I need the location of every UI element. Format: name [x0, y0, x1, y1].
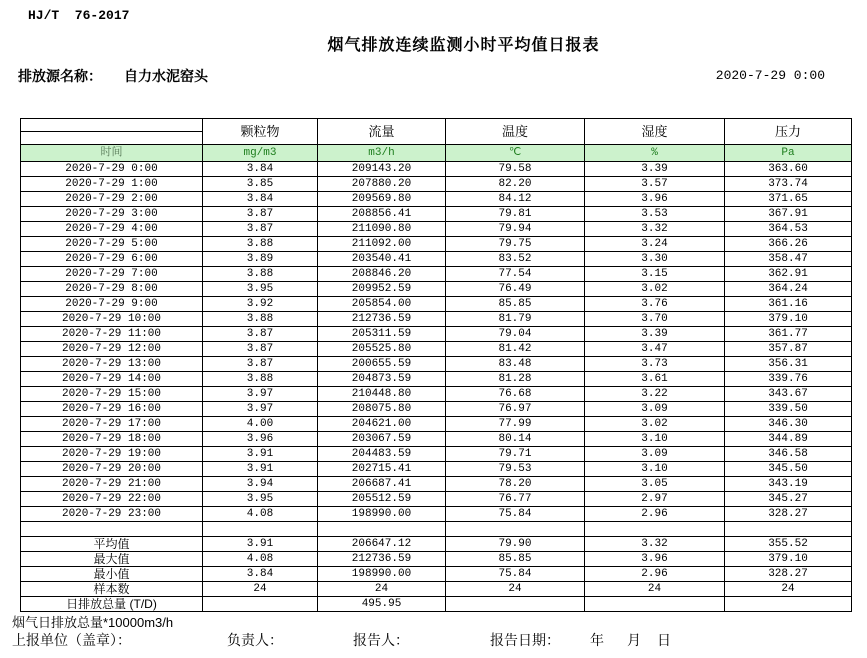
responsible-label: 负责人：	[227, 632, 283, 648]
value-cell: 373.74	[725, 177, 852, 192]
value-cell: 366.26	[725, 237, 852, 252]
table-row	[21, 297, 852, 312]
summary-row	[21, 597, 852, 612]
summary-label: 日排放总量 (T/D)	[21, 597, 203, 612]
blank-cell	[725, 522, 852, 537]
value-cell: 208846.20	[318, 267, 446, 282]
value-cell: 364.24	[725, 282, 852, 297]
summary-row	[21, 537, 852, 552]
blank-cell	[203, 522, 318, 537]
time-cell: 2020-7-29 5:00	[21, 237, 203, 252]
blank-cell	[318, 522, 446, 537]
value-cell: 2.97	[585, 492, 725, 507]
value-cell: 339.76	[725, 372, 852, 387]
time-cell: 2020-7-29 9:00	[21, 297, 203, 312]
value-cell: 339.50	[725, 402, 852, 417]
value-cell: 211090.80	[318, 222, 446, 237]
table-row	[21, 372, 852, 387]
value-cell: 3.10	[585, 462, 725, 477]
summary-value-cell: 495.95	[318, 597, 446, 612]
time-cell: 2020-7-29 13:00	[21, 357, 203, 372]
value-cell: 3.05	[585, 477, 725, 492]
summary-value-cell: 2.96	[585, 567, 725, 582]
summary-value-cell: 79.90	[446, 537, 585, 552]
value-cell: 209952.59	[318, 282, 446, 297]
value-cell: 3.53	[585, 207, 725, 222]
value-cell: 343.19	[725, 477, 852, 492]
value-cell: 204873.59	[318, 372, 446, 387]
table-row	[21, 192, 852, 207]
value-cell: 346.30	[725, 417, 852, 432]
time-header-blank-top	[21, 119, 203, 132]
time-cell: 2020-7-29 2:00	[21, 192, 203, 207]
table-row	[21, 312, 852, 327]
value-cell: 3.94	[203, 477, 318, 492]
value-cell: 3.88	[203, 267, 318, 282]
value-cell: 3.39	[585, 162, 725, 177]
value-cell: 3.85	[203, 177, 318, 192]
table-row	[21, 342, 852, 357]
summary-value-cell: 4.08	[203, 552, 318, 567]
summary-value-cell	[725, 597, 852, 612]
value-cell: 357.87	[725, 342, 852, 357]
value-cell: 3.92	[203, 297, 318, 312]
column-header: 湿度	[585, 119, 725, 145]
value-cell: 79.75	[446, 237, 585, 252]
summary-value-cell: 198990.00	[318, 567, 446, 582]
value-cell: 79.94	[446, 222, 585, 237]
value-cell: 209569.80	[318, 192, 446, 207]
value-cell: 3.09	[585, 402, 725, 417]
column-header: 流量	[318, 119, 446, 145]
unit-cell: %	[585, 145, 725, 162]
value-cell: 3.97	[203, 402, 318, 417]
value-cell: 206687.41	[318, 477, 446, 492]
report-date-label: 报告日期：	[490, 632, 560, 648]
value-cell: 344.89	[725, 432, 852, 447]
time-column-header: 时间	[21, 145, 203, 162]
summary-value-cell: 3.32	[585, 537, 725, 552]
summary-value-cell: 3.84	[203, 567, 318, 582]
source-name: 自力水泥窑头	[124, 68, 208, 84]
value-cell: 361.77	[725, 327, 852, 342]
value-cell: 82.20	[446, 177, 585, 192]
time-cell: 2020-7-29 8:00	[21, 282, 203, 297]
report-datetime: 2020-7-29 0:00	[715, 68, 825, 83]
value-cell: 3.87	[203, 222, 318, 237]
value-cell: 3.96	[203, 432, 318, 447]
table-row	[21, 402, 852, 417]
summary-value-cell: 24	[318, 582, 446, 597]
value-cell: 208856.41	[318, 207, 446, 222]
value-cell: 3.95	[203, 492, 318, 507]
signature-row	[0, 630, 867, 650]
value-cell: 205311.59	[318, 327, 446, 342]
table-row	[21, 327, 852, 342]
value-cell: 3.95	[203, 282, 318, 297]
summary-value-cell: 355.52	[725, 537, 852, 552]
value-cell: 363.60	[725, 162, 852, 177]
time-cell: 2020-7-29 4:00	[21, 222, 203, 237]
value-cell: 346.58	[725, 447, 852, 462]
time-cell: 2020-7-29 22:00	[21, 492, 203, 507]
table-row	[21, 492, 852, 507]
time-cell: 2020-7-29 20:00	[21, 462, 203, 477]
time-cell: 2020-7-29 16:00	[21, 402, 203, 417]
blank-cell	[21, 522, 203, 537]
value-cell: 3.02	[585, 417, 725, 432]
table-row	[21, 417, 852, 432]
value-cell: 361.16	[725, 297, 852, 312]
value-cell: 207880.20	[318, 177, 446, 192]
value-cell: 3.84	[203, 192, 318, 207]
column-header: 压力	[725, 119, 852, 145]
value-cell: 75.84	[446, 507, 585, 522]
value-cell: 3.87	[203, 342, 318, 357]
time-cell: 2020-7-29 0:00	[21, 162, 203, 177]
time-cell: 2020-7-29 19:00	[21, 447, 203, 462]
summary-value-cell: 379.10	[725, 552, 852, 567]
value-cell: 76.77	[446, 492, 585, 507]
table-row	[21, 477, 852, 492]
time-cell: 2020-7-29 7:00	[21, 267, 203, 282]
summary-row	[21, 552, 852, 567]
value-cell: 200655.59	[318, 357, 446, 372]
value-cell: 3.47	[585, 342, 725, 357]
value-cell: 3.09	[585, 447, 725, 462]
value-cell: 3.88	[203, 237, 318, 252]
table-row	[21, 162, 852, 177]
value-cell: 3.76	[585, 297, 725, 312]
time-cell: 2020-7-29 15:00	[21, 387, 203, 402]
value-cell: 3.02	[585, 282, 725, 297]
table-row	[21, 462, 852, 477]
value-cell: 81.28	[446, 372, 585, 387]
time-cell: 2020-7-29 11:00	[21, 327, 203, 342]
month-label: 月	[627, 632, 641, 648]
summary-label: 平均值	[21, 537, 203, 552]
summary-value-cell: 3.96	[585, 552, 725, 567]
source-row	[18, 66, 208, 86]
value-cell: 3.88	[203, 372, 318, 387]
value-cell: 3.97	[203, 387, 318, 402]
value-cell: 3.88	[203, 312, 318, 327]
value-cell: 3.32	[585, 222, 725, 237]
summary-value-cell: 3.91	[203, 537, 318, 552]
separator-row	[21, 522, 852, 537]
year-label: 年	[590, 632, 604, 648]
value-cell: 79.04	[446, 327, 585, 342]
value-cell: 77.99	[446, 417, 585, 432]
time-cell: 2020-7-29 10:00	[21, 312, 203, 327]
value-cell: 205525.80	[318, 342, 446, 357]
value-cell: 204483.59	[318, 447, 446, 462]
daily-total-note: 烟气日排放总量*10000m3/h	[12, 615, 174, 630]
blank-cell	[446, 522, 585, 537]
table-row	[21, 252, 852, 267]
value-cell: 212736.59	[318, 312, 446, 327]
table-row	[21, 222, 852, 237]
table-row	[21, 282, 852, 297]
value-cell: 345.27	[725, 492, 852, 507]
unit-cell: ℃	[446, 145, 585, 162]
value-cell: 77.54	[446, 267, 585, 282]
value-cell: 203067.59	[318, 432, 446, 447]
value-cell: 3.87	[203, 207, 318, 222]
value-cell: 4.08	[203, 507, 318, 522]
value-cell: 79.71	[446, 447, 585, 462]
summary-value-cell: 206647.12	[318, 537, 446, 552]
value-cell: 204621.00	[318, 417, 446, 432]
value-cell: 79.53	[446, 462, 585, 477]
value-cell: 83.52	[446, 252, 585, 267]
time-cell: 2020-7-29 21:00	[21, 477, 203, 492]
table-row	[21, 507, 852, 522]
value-cell: 3.70	[585, 312, 725, 327]
value-cell: 3.96	[585, 192, 725, 207]
summary-row	[21, 582, 852, 597]
header-row	[21, 119, 852, 132]
report-table	[20, 118, 852, 612]
table-row	[21, 177, 852, 192]
value-cell: 211092.00	[318, 237, 446, 252]
value-cell: 210448.80	[318, 387, 446, 402]
summary-label: 最大值	[21, 552, 203, 567]
standard-code: HJ/T 76-2017	[28, 8, 130, 23]
summary-label: 样本数	[21, 582, 203, 597]
day-label: 日	[657, 632, 671, 648]
unit-cell: m3/h	[318, 145, 446, 162]
value-cell: 208075.80	[318, 402, 446, 417]
value-cell: 205854.00	[318, 297, 446, 312]
value-cell: 79.81	[446, 207, 585, 222]
summary-value-cell: 212736.59	[318, 552, 446, 567]
value-cell: 3.61	[585, 372, 725, 387]
time-cell: 2020-7-29 17:00	[21, 417, 203, 432]
value-cell: 202715.41	[318, 462, 446, 477]
summary-value-cell: 328.27	[725, 567, 852, 582]
time-cell: 2020-7-29 12:00	[21, 342, 203, 357]
summary-row	[21, 567, 852, 582]
time-cell: 2020-7-29 1:00	[21, 177, 203, 192]
value-cell: 198990.00	[318, 507, 446, 522]
report-unit-label: 上报单位（盖章）：	[12, 632, 131, 648]
value-cell: 379.10	[725, 312, 852, 327]
value-cell: 3.89	[203, 252, 318, 267]
value-cell: 3.39	[585, 327, 725, 342]
value-cell: 80.14	[446, 432, 585, 447]
time-cell: 2020-7-29 18:00	[21, 432, 203, 447]
value-cell: 85.85	[446, 297, 585, 312]
time-cell: 2020-7-29 3:00	[21, 207, 203, 222]
value-cell: 3.24	[585, 237, 725, 252]
summary-value-cell	[585, 597, 725, 612]
value-cell: 3.87	[203, 327, 318, 342]
table-row	[21, 267, 852, 282]
table-row	[21, 432, 852, 447]
time-cell: 2020-7-29 23:00	[21, 507, 203, 522]
value-cell: 343.67	[725, 387, 852, 402]
value-cell: 81.42	[446, 342, 585, 357]
summary-value-cell: 24	[725, 582, 852, 597]
value-cell: 84.12	[446, 192, 585, 207]
value-cell: 371.65	[725, 192, 852, 207]
value-cell: 362.91	[725, 267, 852, 282]
value-cell: 3.22	[585, 387, 725, 402]
value-cell: 345.50	[725, 462, 852, 477]
time-cell: 2020-7-29 6:00	[21, 252, 203, 267]
value-cell: 3.87	[203, 357, 318, 372]
page-title: 烟气排放连续监测小时平均值日报表	[327, 37, 600, 54]
table-row	[21, 237, 852, 252]
value-cell: 367.91	[725, 207, 852, 222]
value-cell: 3.10	[585, 432, 725, 447]
summary-value-cell: 85.85	[446, 552, 585, 567]
value-cell: 3.30	[585, 252, 725, 267]
table-row	[21, 357, 852, 372]
summary-value-cell: 24	[585, 582, 725, 597]
summary-value-cell: 24	[203, 582, 318, 597]
summary-value-cell: 75.84	[446, 567, 585, 582]
time-cell: 2020-7-29 14:00	[21, 372, 203, 387]
summary-value-cell	[203, 597, 318, 612]
value-cell: 3.91	[203, 462, 318, 477]
value-cell: 4.00	[203, 417, 318, 432]
value-cell: 358.47	[725, 252, 852, 267]
reporter-label: 报告人：	[353, 632, 409, 648]
value-cell: 79.58	[446, 162, 585, 177]
value-cell: 3.84	[203, 162, 318, 177]
value-cell: 356.31	[725, 357, 852, 372]
value-cell: 3.73	[585, 357, 725, 372]
table-row	[21, 207, 852, 222]
value-cell: 76.68	[446, 387, 585, 402]
summary-value-cell	[446, 597, 585, 612]
value-cell: 328.27	[725, 507, 852, 522]
value-cell: 83.48	[446, 357, 585, 372]
unit-cell: mg/m3	[203, 145, 318, 162]
value-cell: 203540.41	[318, 252, 446, 267]
unit-cell: Pa	[725, 145, 852, 162]
column-header: 颗粒物	[203, 119, 318, 145]
value-cell: 81.79	[446, 312, 585, 327]
summary-value-cell: 24	[446, 582, 585, 597]
table-row	[21, 387, 852, 402]
value-cell: 3.15	[585, 267, 725, 282]
value-cell: 3.91	[203, 447, 318, 462]
value-cell: 3.57	[585, 177, 725, 192]
summary-label: 最小值	[21, 567, 203, 582]
value-cell: 205512.59	[318, 492, 446, 507]
value-cell: 78.20	[446, 477, 585, 492]
source-label: 排放源名称：	[18, 68, 102, 84]
value-cell: 76.97	[446, 402, 585, 417]
value-cell: 364.53	[725, 222, 852, 237]
column-header: 温度	[446, 119, 585, 145]
time-header-blank-bottom	[21, 132, 203, 145]
value-cell: 76.49	[446, 282, 585, 297]
table-row	[21, 447, 852, 462]
value-cell: 2.96	[585, 507, 725, 522]
unit-row	[21, 145, 852, 162]
blank-cell	[585, 522, 725, 537]
value-cell: 209143.20	[318, 162, 446, 177]
